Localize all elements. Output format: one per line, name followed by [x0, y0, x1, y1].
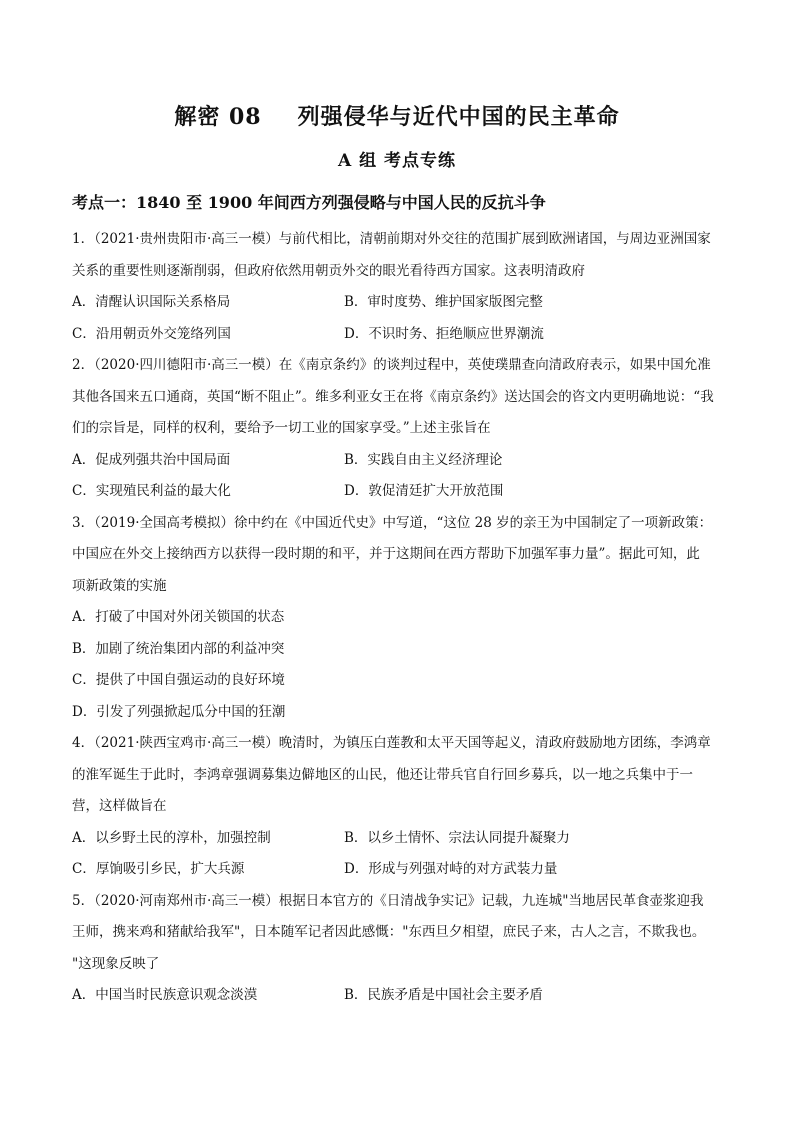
- option-a: A．中国当时民族意识观念淡漠: [72, 987, 258, 1003]
- title-number: 解密 08: [174, 104, 262, 130]
- question-list: [72, 224, 722, 1012]
- question-stem-line: 王师，携来鸡和猪献给我军"，日本随军记者因此感慨："东西旦夕相望，庶民子来，古人之言，不欺我也。: [72, 924, 706, 940]
- title-text: 列强侵华与近代中国的民主革命: [297, 104, 620, 130]
- option-a: A．以乡野土民的淳朴，加强控制: [72, 829, 271, 846]
- question-stem-line: 中国应在外交上接纳西方以获得一段时期的和平，并于这期间在西方帮助下加强军事力量”。据此可知，此: [72, 546, 700, 562]
- option-b: B．民族矛盾是中国社会主要矛盾: [344, 987, 543, 1003]
- option-b: B．实践自由主义经济理论: [344, 451, 503, 468]
- question-3: [72, 508, 722, 729]
- question-2: [72, 350, 722, 508]
- option-c: C．沿用朝贡外交笼络列国: [72, 325, 231, 342]
- option-a: A．打破了中国对外闭关锁国的状态: [72, 609, 285, 625]
- question-stem-line: 2．（2020·四川德阳市·高三一模）在《南京条约》的谈判过程中，英使璞鼎查向清政府表示，如果中国允准: [72, 357, 711, 373]
- option-b: B．以乡土情怀、宗法认同提升凝聚力: [344, 829, 570, 846]
- question-stem-line: 关系的重要性则逐渐削弱，但政府依然用朝贡外交的眼光看待西方国家。这表明清政府: [72, 262, 585, 279]
- question-stem-line: 1．（2021·贵州贵阳市·高三一模）与前代相比，清朝前期对外交往的范围扩展到欧洲诸国，与周边亚洲国家: [72, 231, 711, 247]
- question-stem-line: 的淮军诞生于此时，李鸿章强调募集边僻地区的山民，他还让带兵官自行回乡募兵，以一地之兵集中于一: [72, 766, 693, 783]
- option-b: B．审时度势、维护国家版图完整: [344, 294, 543, 310]
- option-d: D．引发了列强掀起瓜分中国的狂潮: [72, 703, 286, 720]
- option-a: A．清醒认识国际关系格局: [72, 294, 231, 310]
- option-d: D．敦促清廷扩大开放范围: [344, 483, 504, 499]
- option-b: B．加剧了统治集团内部的利益冲突: [72, 640, 285, 657]
- question-stem-line: 们的宗旨是，同样的权利，要给予一切工业的国家享受。”上述主张旨在: [72, 420, 491, 436]
- question-stem-line: 其他各国来五口通商，英国“断不阻止”。维多利亚女王在将《南京条约》送达国会的咨文内更明确地说：“我: [72, 388, 714, 405]
- page-title: [0, 100, 794, 131]
- question-stem-line: "这现象反映了: [72, 955, 160, 972]
- question-5: [72, 886, 722, 1012]
- option-c: C．厚饷吸引乡民，扩大兵源: [72, 861, 245, 877]
- question-4: [72, 728, 722, 886]
- page-subtitle: A 组 考点专练: [337, 151, 457, 171]
- question-stem-line: 5．（2020·河南郑州市·高三一模）根据日本官方的《日清战争实记》记载，九连城"当地居民革食壶浆迎我: [72, 892, 704, 909]
- question-1: [72, 224, 722, 350]
- question-stem-line: 营，这样做旨在: [72, 798, 167, 814]
- option-d: D．形成与列强对峙的对方武装力量: [344, 861, 558, 877]
- question-stem-line: 项新政策的实施: [72, 577, 167, 594]
- question-stem-line: 4．（2021·陕西宝鸡市·高三一模）晚清时，为镇压白莲教和太平天国等起义，清政府鼓励地方团练，李鸿章: [72, 735, 711, 751]
- option-c: C．提供了中国自强运动的良好环境: [72, 672, 285, 688]
- question-stem-line: 3．（2019·全国高考模拟）徐中约在《中国近代史》中写道，“这位 28 岁的亲王为中国制定了一项新政策：: [72, 514, 713, 531]
- option-d: D．不识时务、拒绝顺应世界潮流: [344, 325, 544, 342]
- option-c: C．实现殖民利益的最大化: [72, 483, 231, 499]
- option-a: A．促成列强共治中国局面: [72, 451, 231, 468]
- section-heading: 考点一：1840 至 1900 年间西方列强侵略与中国人民的反抗斗争: [72, 193, 546, 212]
